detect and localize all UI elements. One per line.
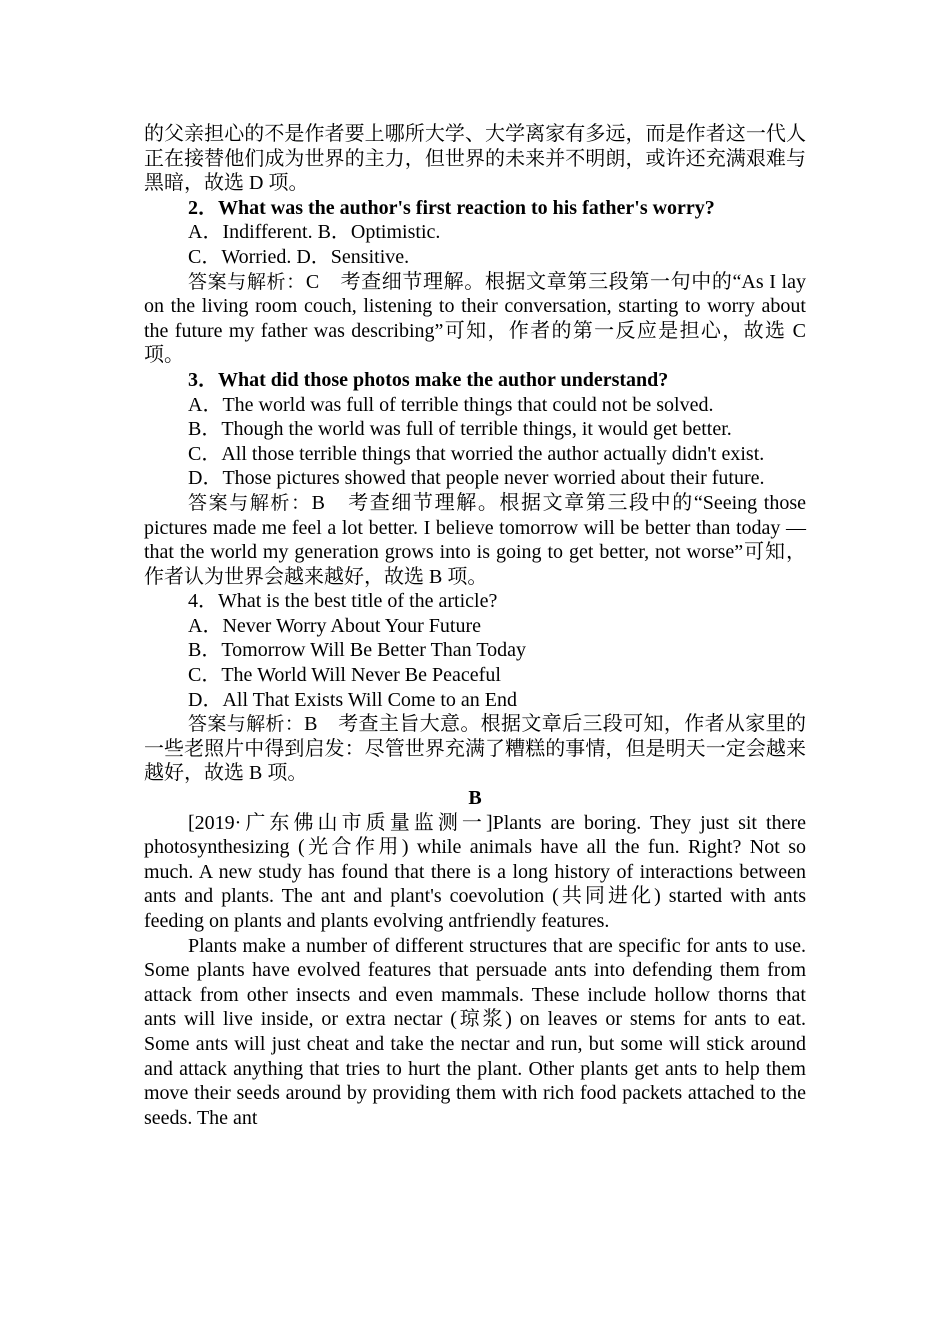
intro-paragraph: 的父亲担心的不是作者要上哪所大学、大学离家有多远，而是作者这一代人正在接替他们成为世界的主力，但世界的未来并不明朗，或许还充满艰难与黑暗，故选 D 项。: [144, 123, 806, 195]
question-3-option-b: B．Though the world was full of terrible things, it would get better.: [188, 418, 732, 441]
question-3-option-a: A．The world was full of terrible things that could not be solved.: [188, 393, 714, 416]
question-4-option-a: A．Never Worry About Your Future: [188, 614, 482, 637]
question-4-answer: [144, 712, 806, 786]
question-2-answer: [144, 270, 806, 368]
section-heading: B: [468, 787, 482, 810]
question-2-options-ab: A．Indifferent. B．Optimistic.: [188, 221, 441, 244]
answer-label: 答案与解析：: [188, 270, 306, 293]
question-4: 4．What is the best title of the article?: [188, 590, 498, 613]
question-2-options-cd: C．Worried. D．Sensitive.: [188, 245, 410, 268]
answer-label: 答案与解析：: [188, 713, 305, 736]
passage-paragraph-2: Plants make a number of different structures that are specific for ants to use. Some plants have evolved features that persuade ants into defending them from attack from other insects and even mammals. These include hollow thorns that ants will live inside, or extra nectar (琼浆) on leaves or stems for ants to eat. Some ants will just cheat and take the nectar and run, but some will stick around and attack anything that tries to hurt the plant. Other plants get ants to help them move their seeds around by providing them with rich food packets attached to the seeds. The ant: [144, 934, 806, 1129]
answer-label: 答案与解析：: [188, 491, 312, 514]
answer-explanation: B 考查细节理解。根据文章第三段中的“Seeing those pictures made me feel a lot better. I believe tomorrow will be better than today — that the world my generation grows into is going to get better, not worse”可知，作者认为世界会越来越好，故选 B 项。: [144, 491, 806, 588]
question-3-option-d: D．Those pictures showed that people never worried about their future.: [188, 467, 765, 490]
passage-paragraph-1: [2019·广东佛山市质量监测一]Plants are boring. They just sit there photosynthesizing (光合作用) while animals have all the fun. Right? Not so much. A new study has found that there is a long history of interactions between ants and plants. The ant and plant's coevolution (共同进化) started with ants feeding on plants and plants evolving antfriendly features.: [144, 811, 806, 932]
question-4-option-c: C．The World Will Never Be Peaceful: [188, 664, 501, 687]
question-3-option-c: C．All those terrible things that worried the author actually didn't exist.: [188, 442, 765, 465]
question-4-option-b: B．Tomorrow Will Be Better Than Today: [188, 639, 527, 662]
question-3-answer: [144, 491, 806, 589]
question-4-option-d: D．All That Exists Will Come to an End: [188, 688, 517, 711]
answer-explanation: C 考查细节理解。根据文章第三段第一句中的“As I lay on the living room couch, listening to their conversation, starting to worry about the future my father was describing”可知，作者的第一反应是担心，故选 C 项。: [144, 270, 806, 367]
answer-explanation: B 考查主旨大意。根据文章后三段可知，作者从家里的一些老照片中得到启发：尽管世界充满了糟糕的事情，但是明天一定会越来越好，故选 B 项。: [144, 713, 806, 785]
document-page: [144, 122, 806, 1130]
question-2: 2．What was the author's first reaction to his father's worry?: [188, 196, 715, 219]
question-3: 3．What did those photos make the author understand?: [188, 368, 669, 391]
